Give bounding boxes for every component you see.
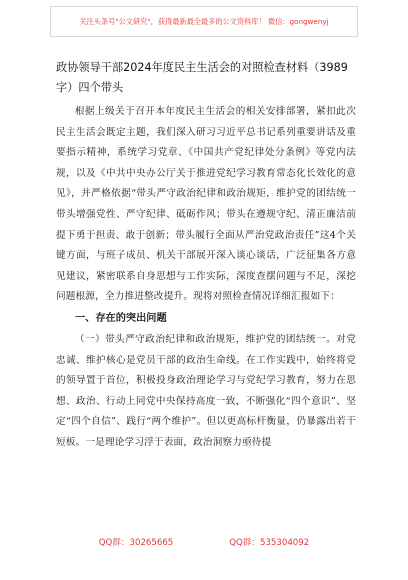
footer-qq-right: QQ群：535304092 [229, 538, 310, 548]
intro-paragraph: 根据上级关于召开本年度民主生活会的相关安排部署，紧扣此次民主生活会既定主题，我们深入研习习近平总书记系列重要讲话及重要指示精神，系统学习党章、《中国共产党纪律处分条例》等党内法规，以及《中共中央办公厅关于推进党纪学习教育常态化长效化的意见》，并严格依据“带头严守政治纪律和政治规矩，维护党的团结统一带头增强党性、严守纪律、砥砺作风；带头在遵规守纪、清正廉洁前提下勇于担责、敢于创新；带头履行全面从严治党政治责任”这4个关键方面，与班子成员、机关干部展开深入谈心谈话，广泛征集各方意见建议，紧密联系自身思想与工作实际，深度查摆问题与不足，深挖问题根源，全力推进整改提升。现将对照检查情况详细汇报如下： [56, 106, 356, 303]
footer-qq-left: QQ群：30265665 [98, 538, 174, 548]
document-title: 政协领导干部2024年度民主生活会的对照检查材料（3989字）四个带头 [56, 61, 348, 94]
section-heading: 一、存在的突出问题 [75, 312, 167, 324]
subsection-paragraph: （一）带头严守政治纪律和政治规矩，维护党的团结统一。对党忠诚、维护核心是党员干部的政治生命线。在工作实践中，始终将党的领导置于首位，积极投身政治理论学习与党纪学习教育，努力在思想、政治、行动上同党中央保持高度一致，不断强化“四个意识”、坚定“四个自信”、践行“两个维护”。但以更高标杆衡量，仍暴露出若干短板。一是理论学习浮于表面，政治洞察力亟待提 [56, 333, 356, 448]
top-banner [50, 6, 358, 37]
banner-text: 关注头条号"公文研究"，获得最新最全最多的公文资料库！ 微信：gongwenyj [79, 16, 329, 26]
document-body [56, 58, 356, 454]
footer [0, 536, 408, 552]
